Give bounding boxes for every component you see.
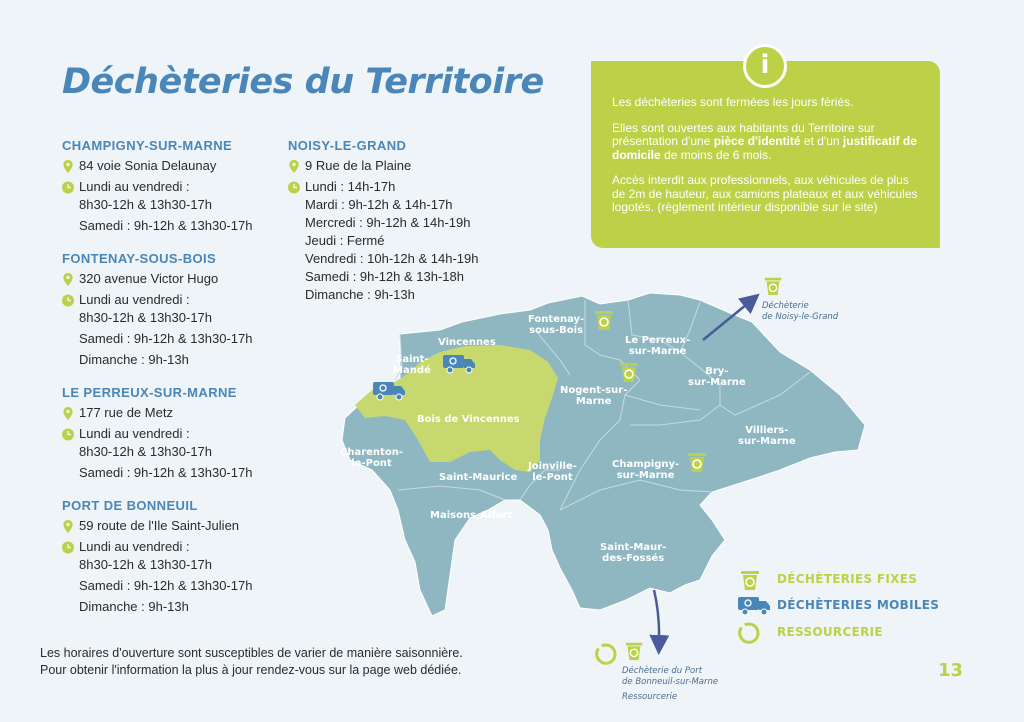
- bin-icon: [762, 275, 784, 297]
- address-text: 59 route de l'Ile Saint-Julien: [79, 518, 240, 533]
- info-holidays: Les déchèteries sont fermées les jours fériés.: [612, 95, 854, 109]
- legend-mobiles: [737, 594, 987, 618]
- external-label-bonneuil: Déchèterie du Port de Bonneuil-sur-Marne: [622, 666, 719, 687]
- commune-label-villiers: Villiers- sur-Marne: [738, 425, 796, 447]
- legend-ressourcerie-label: RESSOURCERIE: [777, 625, 883, 639]
- arrow-to-bonneuil: [654, 590, 659, 645]
- page-number: 13: [938, 660, 964, 681]
- commune-label-perreux: Le Perreux- sur-Marne: [625, 335, 691, 357]
- hours-text: Dimanche : 9h-13h: [305, 287, 415, 302]
- bin-icon: [685, 450, 709, 474]
- legend-fixes-label: DÉCHÈTERIES FIXES: [777, 572, 918, 586]
- commune-label-charenton: Charenton- le-Pont: [340, 447, 403, 469]
- page-title: Déchèteries du Territoire: [62, 62, 544, 102]
- recycle-icon: [594, 642, 618, 666]
- hours-text: Mardi : 9h-12h & 14h-17h: [305, 197, 453, 212]
- hours-text: Lundi : 14h-17h: [305, 179, 396, 194]
- address-text: 320 avenue Victor Hugo: [79, 271, 219, 286]
- commune-label-fontenay: Fontenay- sous-Bois: [528, 314, 585, 336]
- location-name: NOISY-LE-GRAND: [288, 138, 407, 153]
- hours-text: Lundi au vendredi :: [79, 426, 190, 441]
- commune-label-joinville: Joinville- le-Pont: [528, 461, 577, 483]
- hours-text: Samedi : 9h-12h & 13h-18h: [305, 269, 464, 284]
- hours-text: Samedi : 9h-12h & 13h30-17h: [79, 465, 253, 480]
- footnote-line-1: Les horaires d'ouverture sont susceptibles de varier de manière saisonnière.: [40, 646, 463, 660]
- hours-text: Mercredi : 9h-12h & 14h-19h: [305, 215, 471, 230]
- bin-icon: [737, 568, 763, 592]
- hours-text: Samedi : 9h-12h & 13h30-17h: [79, 578, 253, 593]
- commune-label-bois: Bois de Vincennes: [417, 414, 520, 425]
- external-label-noisy: Déchèterie de Noisy-le-Grand: [762, 301, 839, 322]
- info-icon: i: [743, 44, 787, 88]
- bin-icon: [617, 360, 641, 384]
- commune-label-saint-mande: Saint- Mandé: [393, 354, 431, 376]
- commune-label-bry: Bry- sur-Marne: [688, 366, 746, 388]
- commune-label-saint-maur: Saint-Maur- des-Fossés: [600, 542, 667, 564]
- hours-text: Samedi : 9h-12h & 13h30-17h: [79, 331, 253, 346]
- truck-icon: [737, 594, 771, 616]
- hours-text: Lundi au vendredi :: [79, 292, 190, 307]
- bin-icon: [623, 640, 645, 662]
- commune-label-saint-maurice: Saint-Maurice: [439, 472, 518, 483]
- location-name: PORT DE BONNEUIL: [62, 498, 198, 513]
- commune-label-champigny: Champigny- sur-Marne: [612, 459, 680, 481]
- external-label-ressourcerie: Ressourcerie: [622, 692, 678, 702]
- location-name: FONTENAY-SOUS-BOIS: [62, 251, 217, 266]
- bin-icon: [592, 308, 616, 332]
- hours-text: Lundi au vendredi :: [79, 539, 190, 554]
- info-restrictions: Accès interdit aux professionnels, aux véhicules de plus de 2m de hauteur, aux camions plateaux et aux véhicules logotés. (règlement intérieur disponible sur le site): [612, 173, 918, 214]
- legend-ressourcerie: [737, 621, 987, 645]
- location-name: CHAMPIGNY-SUR-MARNE: [62, 138, 233, 153]
- recycle-icon: [737, 621, 761, 645]
- address-text: 84 voie Sonia Delaunay: [79, 158, 217, 173]
- commune-label-vincennes: Vincennes: [438, 337, 496, 348]
- legend-fixes: [737, 568, 987, 592]
- hours-text: Dimanche : 9h-13h: [79, 599, 189, 614]
- hours-text: Dimanche : 9h-13h: [79, 352, 189, 367]
- hours-text: Vendredi : 10h-12h & 14h-19h: [305, 251, 479, 266]
- commune-label-maisons-alfort: Maisons-Alfort: [430, 510, 513, 521]
- footnote: [40, 645, 463, 679]
- hours-text: 8h30-12h & 13h30-17h: [79, 444, 213, 459]
- hours-text: Jeudi : Fermé: [305, 233, 385, 248]
- hours-text: Lundi au vendredi :: [79, 179, 190, 194]
- truck-icon: [442, 352, 476, 374]
- address-text: 9 Rue de la Plaine: [305, 158, 412, 173]
- info-access-conditions: Elles sont ouvertes aux habitants du Territoire sur présentation d'une pièce d'identité et d'un justificatif de domicile de moins de 6 mois.: [612, 120, 917, 162]
- hours-text: 8h30-12h & 13h30-17h: [79, 310, 213, 325]
- hours-text: 8h30-12h & 13h30-17h: [79, 557, 213, 572]
- truck-icon: [372, 379, 406, 401]
- location-name: LE PERREUX-SUR-MARNE: [62, 385, 237, 400]
- hours-text: 8h30-12h & 13h30-17h: [79, 197, 213, 212]
- hours-text: Samedi : 9h-12h & 13h30-17h: [79, 218, 253, 233]
- footnote-line-2: Pour obtenir l'information la plus à jour rendez-vous sur la page web dédiée.: [40, 663, 462, 677]
- commune-label-nogent: Nogent-sur- Marne: [560, 385, 628, 407]
- address-text: 177 rue de Metz: [79, 405, 173, 420]
- legend-mobiles-label: DÉCHÈTERIES MOBILES: [777, 598, 940, 612]
